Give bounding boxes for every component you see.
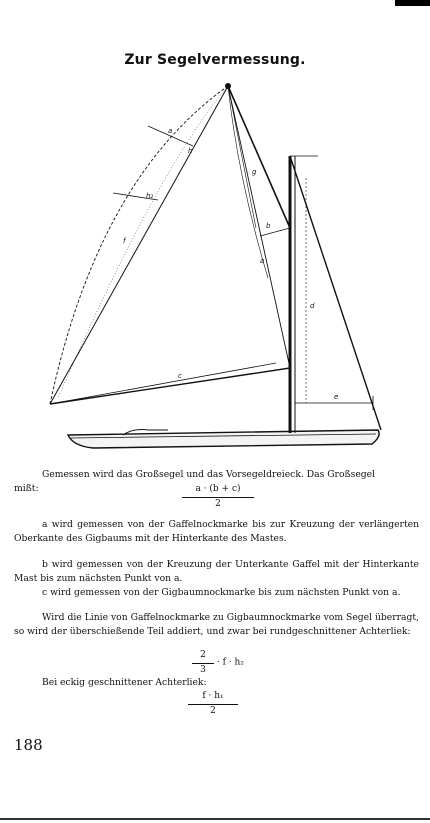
sail-seam-2	[228, 86, 256, 228]
paragraph-c: c wird gemessen von der Gigbaumnockmarke bis zum nächsten Punkt von a.	[42, 587, 401, 598]
label-g: g	[252, 168, 257, 176]
formula-main	[182, 484, 254, 510]
intro-line	[14, 468, 419, 482]
formula-square-line	[188, 704, 238, 705]
label-e: e	[334, 393, 339, 401]
label-f: f	[123, 237, 126, 245]
label-h2: h₂	[146, 192, 154, 200]
label-d: d	[310, 302, 315, 310]
mass-lead: mißt:	[14, 483, 39, 494]
forestay	[290, 156, 381, 430]
label-b2: a	[260, 257, 265, 265]
formula-main-numerator: a · (b + c)	[195, 484, 241, 494]
paragraph-b: b wird gemessen von der Kreuzung der Unterkante Gaffel mit der Hinterkante Mast bis zum nächsten Punkt von a.	[14, 559, 419, 584]
formula-main-line	[182, 497, 254, 498]
label-a: a	[168, 127, 173, 135]
formula-square-numerator: f · h₁	[202, 691, 224, 701]
paragraph-overhang: Wird die Linie von Gaffelnockmarke zu Gigbaumnockmarke vom Segel überragt, so wird der überschießende Teil addiert, und zwar bei rundgeschnittener Achterliek:	[14, 612, 419, 637]
paragraph-square: Bei eckig geschnittener Achterliek:	[42, 677, 207, 688]
intro-text: Gemessen wird das Großsegel und das Vorsegeldreieck. Das Großsegel	[42, 469, 376, 480]
page-bottom-border	[0, 818, 430, 820]
sail-diagram-svg	[38, 78, 393, 456]
page-number: 188	[14, 736, 43, 754]
measure-b	[260, 228, 290, 236]
page-edge-mark	[395, 0, 430, 6]
formula-square	[188, 691, 238, 717]
measure-a	[228, 86, 290, 368]
formula-round	[192, 650, 252, 676]
formula-round-numerator: 2	[200, 650, 206, 660]
hull	[68, 430, 379, 448]
formula-round-line	[192, 663, 214, 664]
measure-c	[50, 363, 276, 404]
page-title: Zur Segelvermessung.	[124, 52, 306, 68]
formula-round-denominator: 3	[200, 665, 206, 675]
formula-main-denominator: 2	[215, 499, 221, 509]
formula-round-suffix: · f · h₂	[216, 657, 244, 668]
boom	[50, 368, 290, 404]
sail-diagram	[38, 78, 393, 456]
label-h1: h	[188, 147, 193, 155]
gaff	[228, 86, 290, 228]
label-c: c	[178, 372, 182, 380]
label-b: b	[266, 222, 271, 230]
peak-to-clew-line	[50, 86, 228, 404]
backstay	[58, 86, 228, 398]
formula-round-fraction	[192, 650, 214, 676]
paragraph-a: a wird gemessen von der Gaffelnockmarke bis zur Kreuzung der verlängerten Oberkante des Gigbaums mit der Hinterkante des Mastes.	[14, 519, 419, 544]
formula-square-denominator: 2	[210, 706, 216, 716]
